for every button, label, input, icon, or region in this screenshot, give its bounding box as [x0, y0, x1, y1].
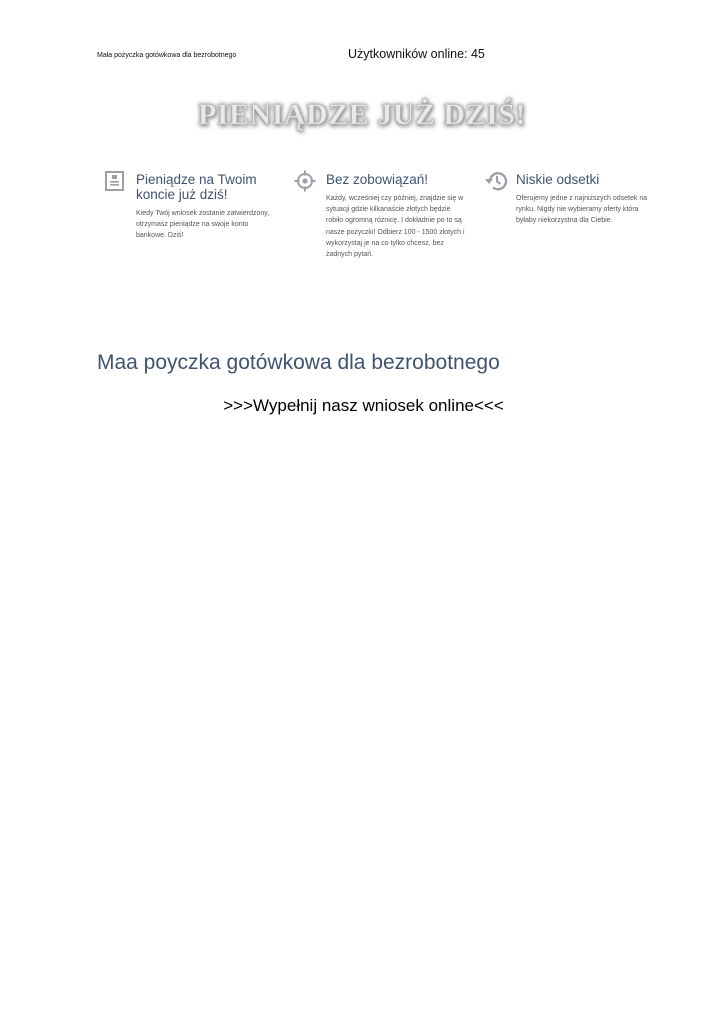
feature-card-low-interest	[484, 170, 664, 227]
feature-title: Pieniądze na Twoim koncie już dziś!	[136, 172, 257, 202]
crosshair-icon	[294, 170, 318, 194]
apply-online-link-text: >>>Wypełnij nasz wniosek online<<<	[223, 396, 504, 415]
feature-title: Niskie odsetki	[516, 172, 600, 187]
banner	[0, 98, 724, 132]
banner-text: PIENIĄDZE JUŻ DZIŚ!	[198, 98, 526, 131]
document-icon	[104, 170, 128, 194]
feature-card-no-obligations	[294, 170, 474, 260]
page-heading: Maa poyczka gotówkowa dla bezrobotnego	[97, 351, 500, 374]
feature-title: Bez zobowiązań!	[326, 172, 429, 187]
document-title: Mała pożyczka gotówkowa dla bezrobotnego	[97, 52, 237, 59]
history-icon	[484, 170, 508, 194]
feature-description: Każdy, wcześniej czy później, znajdzie się w sytuacji gdzie kilkanaście złotych będzie robiło ogromną różnicę. I dokładnie po to są nasze pożyczki! Odbierz 100 - 1500 złotych i wykorzystaj je na co tylko chcesz, bez żadnych pytań.	[326, 195, 465, 259]
feature-description: Oferujemy jedne z najniższych odsetek na rynku. Nigdy nie wybieramy oferty która byłaby niekorzystna dla Ciebie.	[516, 195, 648, 225]
users-online-counter: Użytkowników online: 45	[348, 47, 485, 61]
feature-card-instant-money	[104, 170, 284, 242]
feature-description: Kiedy Twój wniosek zostanie zatwierdzony, otrzymasz pieniądze na swoje konto bankowe. Dziś!	[136, 210, 270, 240]
apply-online-link[interactable]	[0, 396, 724, 416]
